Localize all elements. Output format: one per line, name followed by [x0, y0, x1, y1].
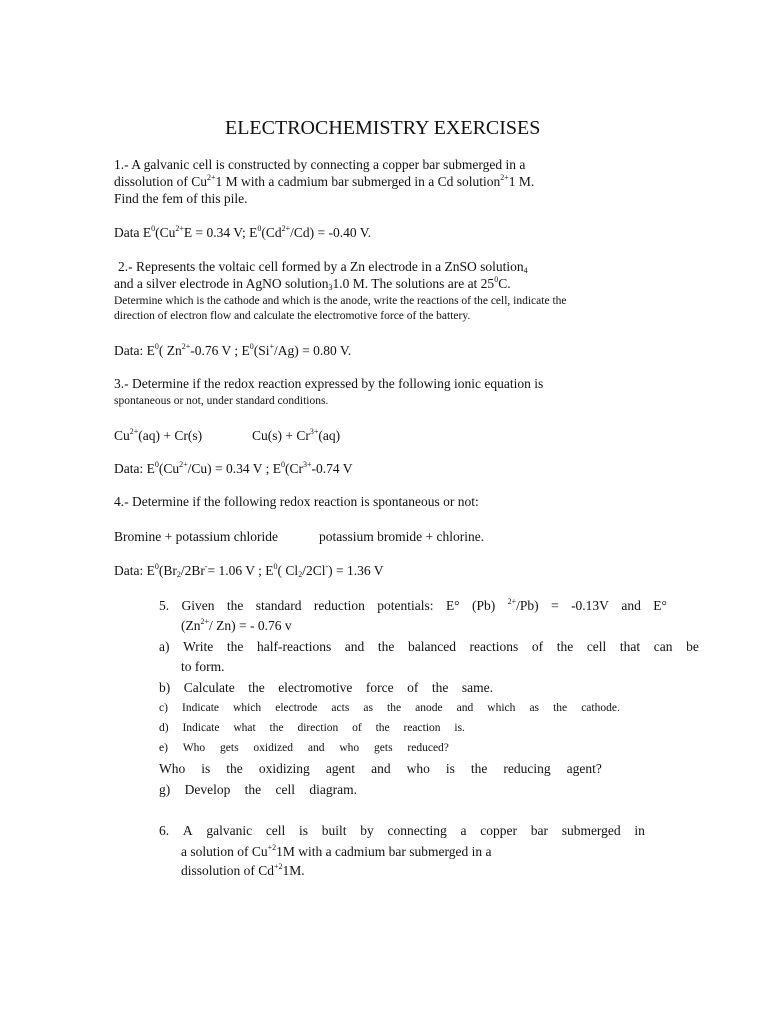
ex6-line-2: a solution of $Cu^{+2}1M$ with a cadmium bar submerged in a — [181, 843, 492, 859]
ex2-line-2: and a silver electrode in AgNO solution$_3$1.0 M. The solutions are at $25^0C$. — [114, 275, 511, 292]
ex1-line-1: 1.- A galvanic cell is constructed by connecting a copper bar submerged in a — [114, 157, 526, 172]
ex2-line-3: Determine which is the cathode and which is the anode, write the reactions of the cell, indicate the — [114, 295, 567, 307]
ex5-item-a-cont: to form. — [181, 659, 225, 674]
ex2-line-4: direction of electron flow and calculate the electromotive force of the battery. — [114, 310, 471, 322]
ex1-line-3: Find the fem of this pile. — [114, 191, 248, 206]
ex6-line-3: dissolution of $Cd^{+2}1M$. — [181, 862, 305, 878]
ex1-line-2: dissolution of $Cu^{2+}1$ M with a cadmium bar submerged in a Cd solution$^{2+}$1 M. — [114, 173, 535, 189]
ex5-item-e: e) Who gets oxidized and who gets reduced? — [159, 742, 449, 754]
ex3-line-2: spontaneous or not, under standard conditions. — [114, 395, 329, 407]
ex2-data: Data: $E^0$( $Zn^{2+}-0.76$ V ; $E^0(Si^+/Ag) = 0.80$ V. — [114, 342, 352, 358]
ex5-item-a: a) Write the half-reactions and the balanced reactions of the cell that can be — [159, 639, 699, 654]
ex5-item-b: b) Calculate the electromotive force of the same. — [159, 680, 493, 695]
ex6-line-1: 6. A galvanic cell is built by connecting a copper bar submerged in — [159, 823, 645, 838]
ex3-equation-right: $Cu(s) + Cr^{3+}(aq)$ — [252, 427, 341, 443]
ex5-item-g: g) Develop the cell diagram. — [159, 782, 357, 797]
ex4-data: Data: $E^0(Br_2/2Br^-= 1.06$ V ; $E^0$( $Cl_2/2Cl^-) = 1.36$ V — [114, 562, 384, 579]
ex5-item-c: c) Indicate which electrode acts as the anode and which as the cathode. — [159, 702, 620, 714]
ex5-item-f: Who is the oxidizing agent and who is the reducing agent? — [159, 761, 602, 776]
ex5-line-1: 5. Given the standard reduction potentials: E° (Pb) $^{2+}$/Pb) = -0.13V and E° — [159, 597, 667, 613]
ex4-equation-left: Bromine + potassium chloride — [114, 529, 278, 544]
ex5-line-2: ($Zn^{2+}/$ Zn) = - 0.76 v — [181, 617, 292, 633]
ex4-equation-right: potassium bromide + chlorine. — [319, 529, 485, 544]
ex3-equation-left: $Cu^{2+}(aq) + Cr(s)$ — [114, 427, 203, 443]
ex3-line-1: 3.- Determine if the redox reaction expressed by the following ionic equation is — [114, 376, 544, 391]
page-title: ELECTROCHEMISTRY EXERCISES — [225, 117, 541, 139]
ex3-data: Data: $E^0(Cu^{2+}/Cu) = 0.34$ V ; $E^0(Cr^{3+}-0.74$ V — [114, 460, 353, 476]
ex4-line-1: 4.- Determine if the following redox reaction is spontaneous or not: — [114, 494, 479, 509]
ex2-line-1: 2.- Represents the voltaic cell formed by a Zn electrode in a ZnSO solution$_4$ — [118, 259, 528, 275]
ex5-item-d: d) Indicate what the direction of the reaction is. — [159, 722, 465, 734]
ex1-data: Data $E^0(Cu^{2+}E = 0.34$ V; $E^0(Cd^{2+}/Cd) = -0.40$ V. — [114, 224, 372, 240]
